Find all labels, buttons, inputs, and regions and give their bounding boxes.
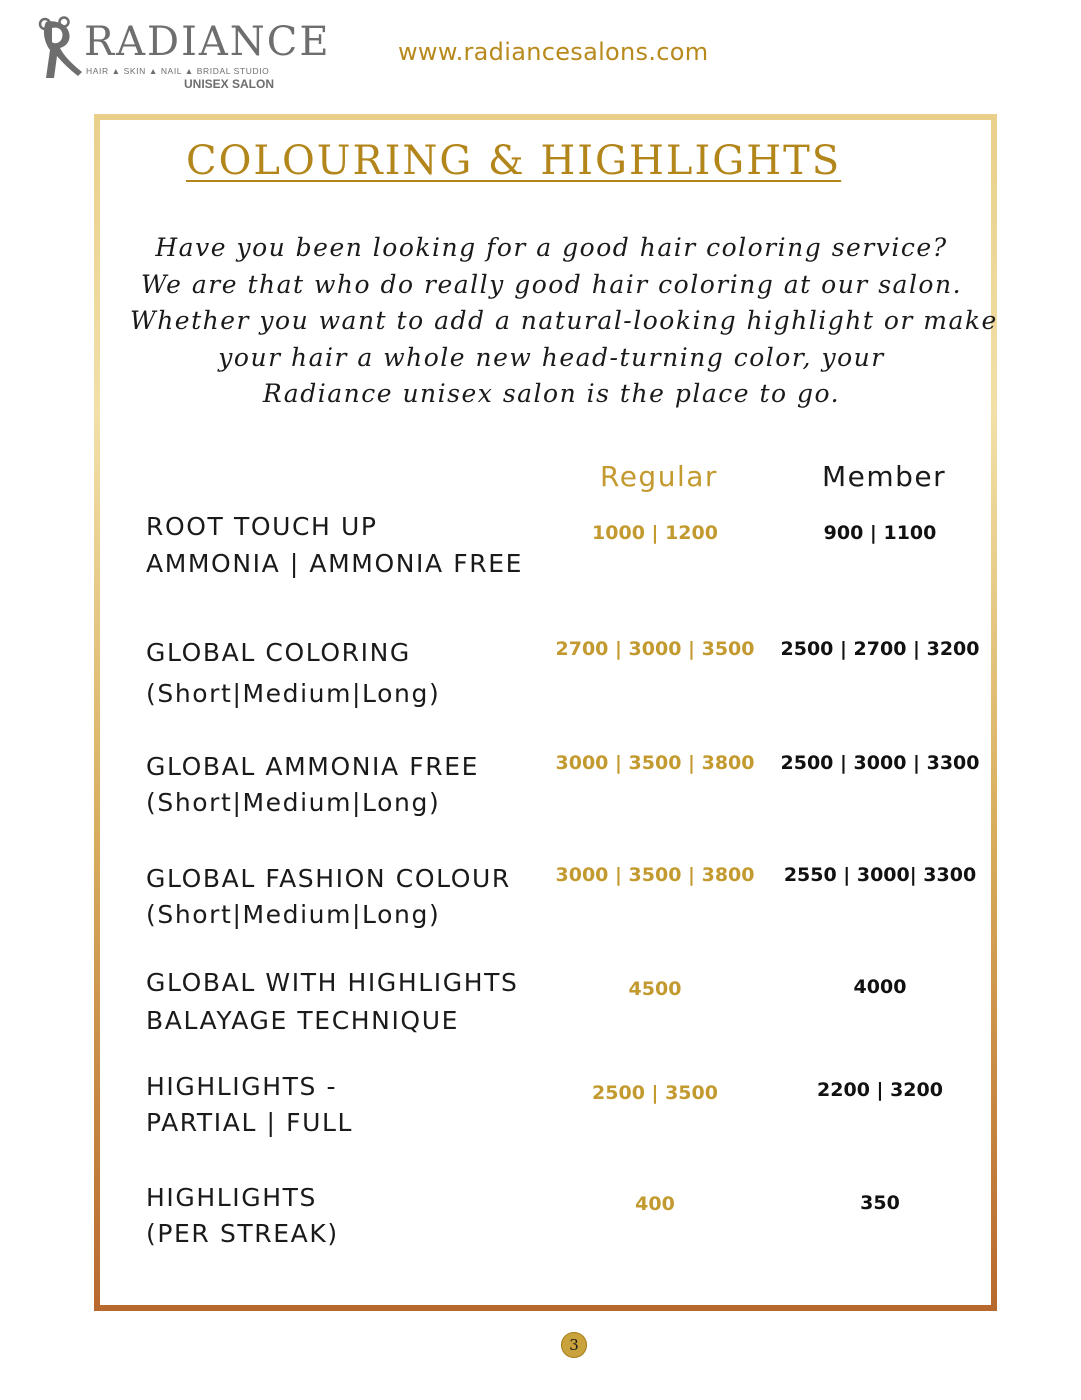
intro-line: Whether you want to add a natural-looking highlight or make	[130, 306, 998, 335]
service-line: (Short|Medium|Long)	[146, 788, 441, 817]
intro-line: your hair a whole new head-turning color, your	[218, 342, 885, 372]
service-line: GLOBAL COLORING	[146, 638, 411, 667]
service-line: (PER STREAK)	[146, 1219, 339, 1248]
regular-price: 3000 | 3500 | 3800	[555, 864, 755, 886]
member-price: 2500 | 2700 | 3200	[780, 638, 980, 660]
service-line: HIGHLIGHTS -	[146, 1072, 338, 1101]
member-price: 2500 | 3000 | 3300	[780, 752, 980, 774]
salon-logo	[38, 14, 331, 94]
intro-line: Have you been looking for a good hair coloring service?	[155, 233, 948, 262]
logo-tagline: HAIR ▲ SKIN ▲ NAIL ▲ BRIDAL STUDIO	[86, 66, 270, 76]
scissors-logo-icon	[38, 16, 82, 80]
service-name	[146, 1183, 339, 1248]
service-line: GLOBAL FASHION COLOUR	[146, 864, 511, 893]
member-price: 2550 | 3000| 3300	[783, 864, 977, 886]
website-link[interactable]: www.radiancesalons.com	[398, 38, 709, 66]
service-name	[146, 752, 479, 817]
member-price: 2200 | 3200	[817, 1079, 943, 1101]
logo-subtitle: UNISEX SALON	[184, 77, 275, 91]
regular-price: 3000 | 3500 | 3800	[555, 752, 755, 774]
service-line: AMMONIA | AMMONIA FREE	[146, 549, 523, 578]
service-line: PARTIAL | FULL	[146, 1108, 354, 1137]
service-name	[146, 638, 440, 708]
column-header-regular: Regular	[600, 460, 718, 493]
member-price: 4000	[853, 976, 907, 998]
member-price: 350	[860, 1192, 900, 1214]
service-line: (Short|Medium|Long)	[146, 679, 441, 708]
service-line: HIGHLIGHTS	[146, 1183, 317, 1212]
service-line: GLOBAL AMMONIA FREE	[146, 752, 479, 781]
service-name	[146, 968, 518, 1035]
regular-price: 2500 | 3500	[592, 1082, 718, 1104]
member-price: 900 | 1100	[823, 522, 937, 544]
service-line: (Short|Medium|Long)	[146, 900, 441, 929]
service-line: ROOT TOUCH UP	[146, 512, 378, 541]
page-number-badge: 3	[561, 1332, 587, 1358]
service-line: BALAYAGE TECHNIQUE	[146, 1006, 459, 1035]
intro-paragraph	[130, 230, 998, 413]
menu-card	[100, 120, 998, 1305]
intro-line: We are that who do really good hair coloring at our salon.	[140, 269, 963, 299]
column-header-member: Member	[822, 460, 947, 493]
page-title: COLOURING & HIGHLIGHTS	[186, 138, 842, 184]
regular-price: 400	[635, 1193, 675, 1215]
service-name	[146, 864, 511, 929]
logo-name: RADIANCE	[84, 19, 331, 65]
gold-frame	[94, 114, 997, 1311]
service-name	[146, 1072, 353, 1137]
regular-price: 2700 | 3000 | 3500	[555, 638, 755, 660]
regular-price: 4500	[628, 978, 682, 1000]
regular-price: 1000 | 1200	[592, 522, 718, 544]
service-line: GLOBAL WITH HIGHLIGHTS	[146, 968, 519, 997]
service-name	[146, 512, 523, 578]
intro-line: Radiance unisex salon is the place to go.	[262, 379, 841, 408]
